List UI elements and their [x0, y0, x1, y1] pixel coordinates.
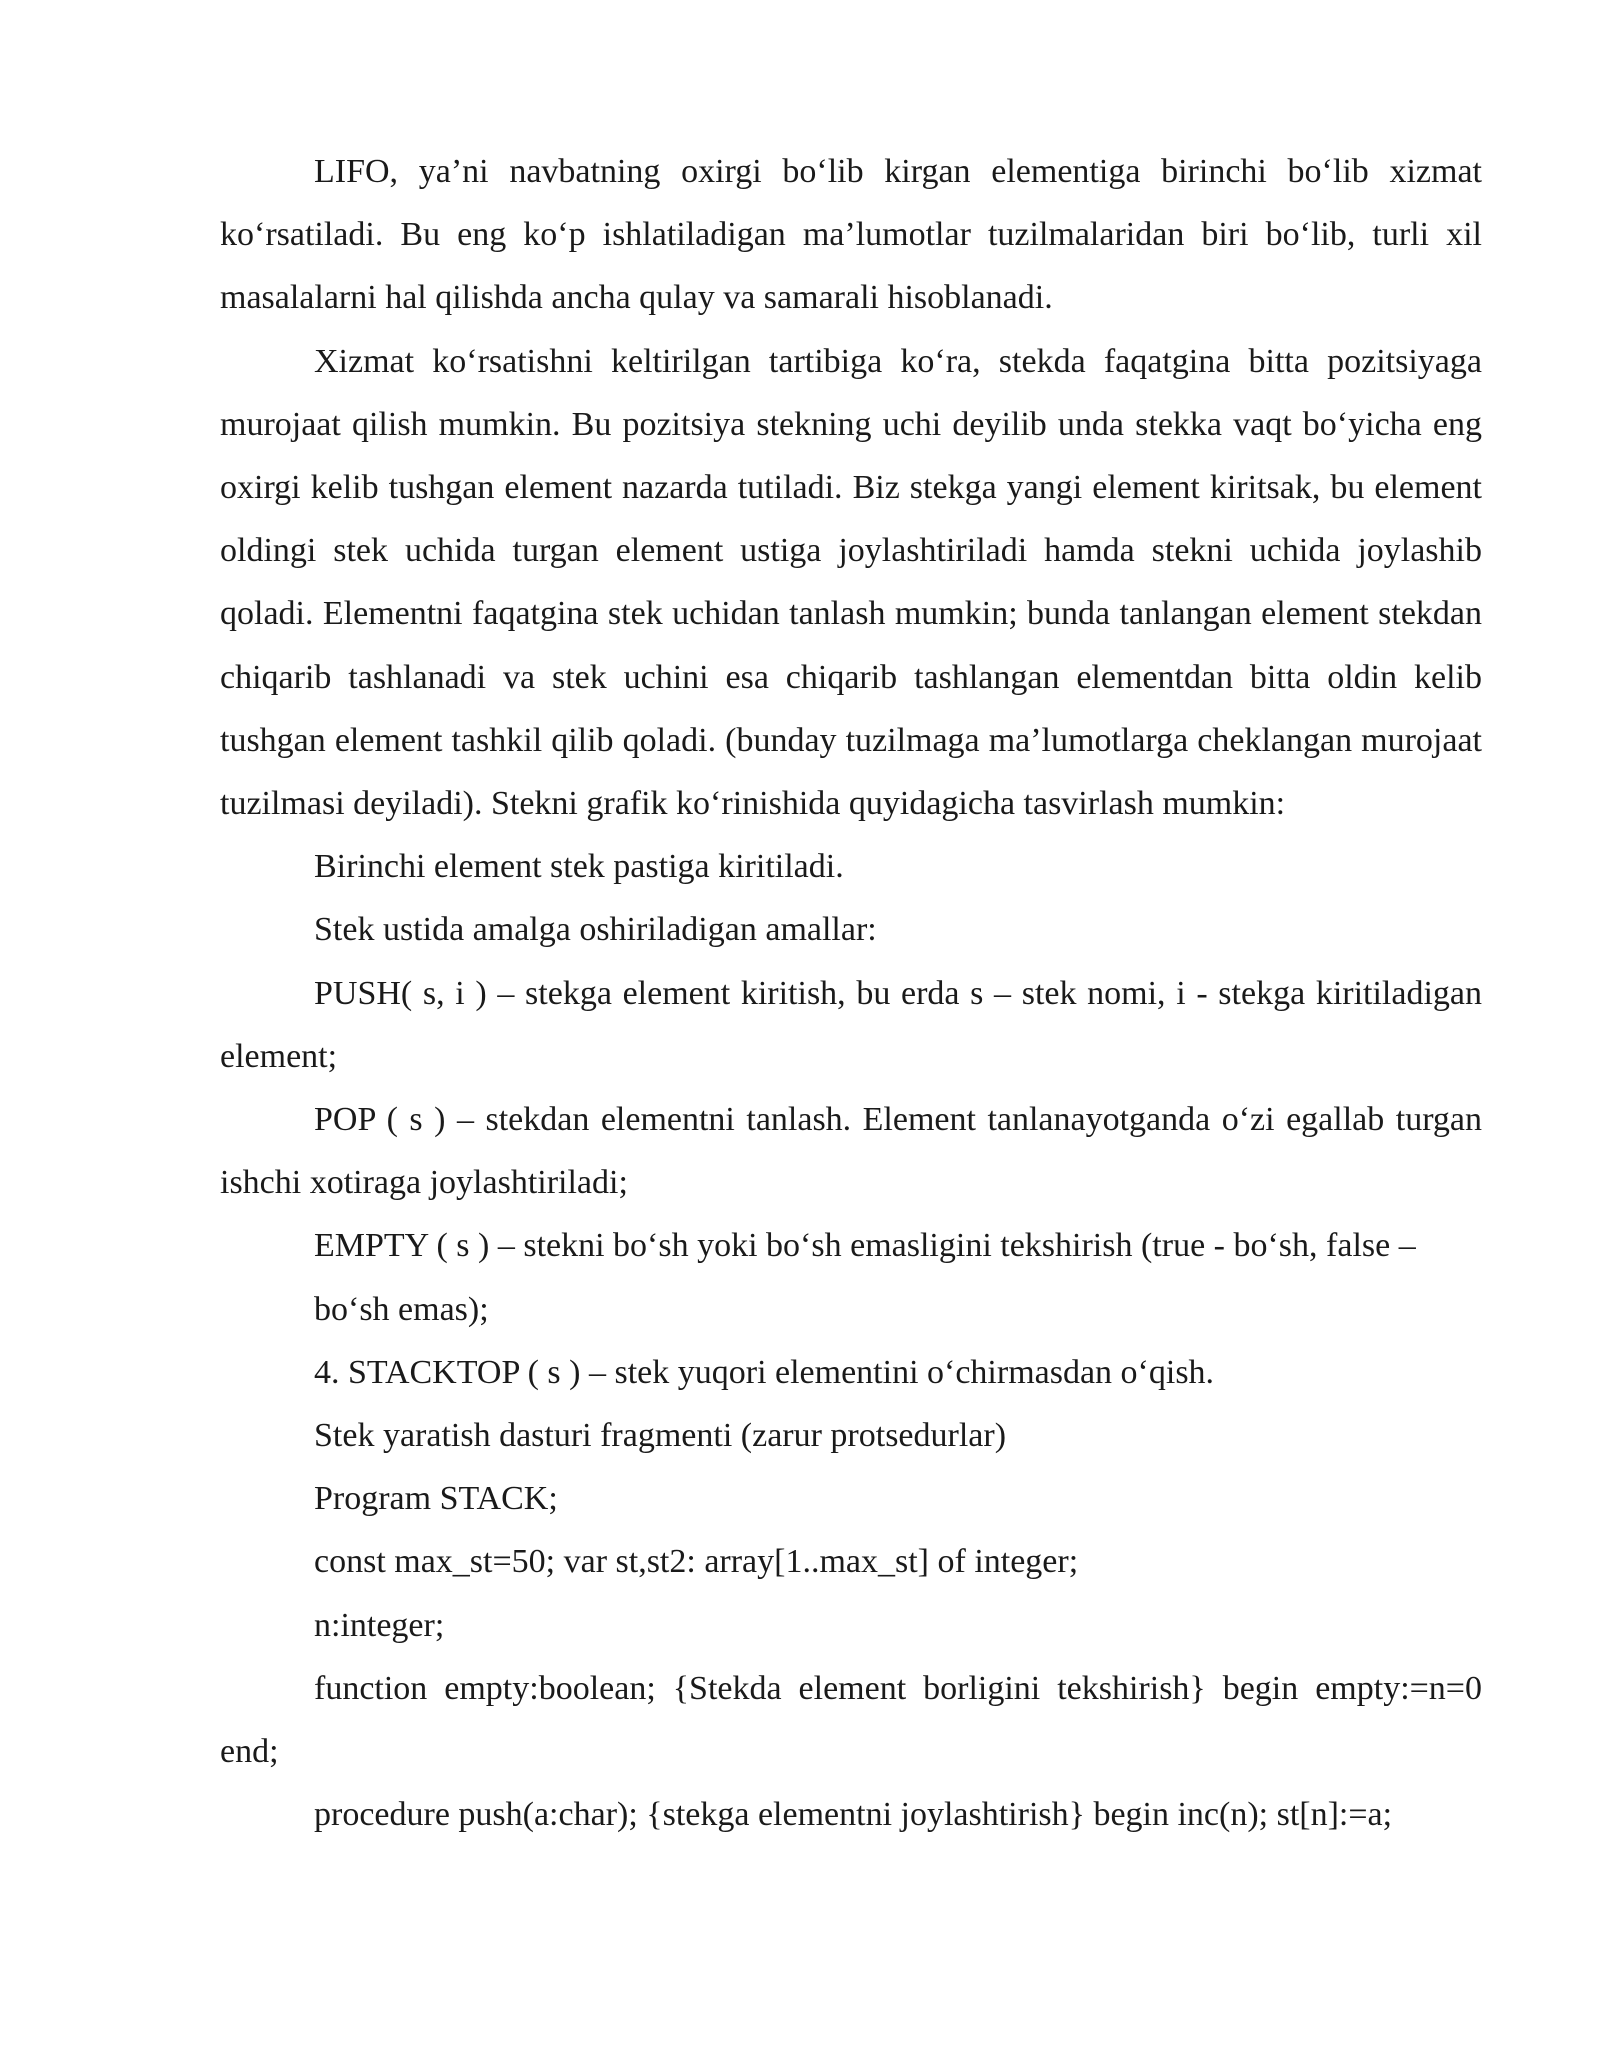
- document-page: [220, 140, 1482, 1846]
- code-line-const-var: const max_st=50; var st,st2: array[1..max_st] of integer;: [314, 1543, 1079, 1581]
- code-line-function-empty: function empty:boolean; {Stekda element borligini tekshirish} begin empty:=n=0 end;: [220, 1669, 1482, 1771]
- code-line-procedure-push: procedure push(a:char); {stekga elementni joylashtirish} begin inc(n); st[n]:=a;: [314, 1796, 1393, 1834]
- paragraph-program-fragment-title: Stek yaratish dasturi fragmenti (zarur protsedurlar): [314, 1417, 1007, 1455]
- paragraph-operations-heading: Stek ustida amalga oshiriladigan amallar:: [314, 911, 877, 949]
- code-line-program: Program STACK;: [314, 1480, 558, 1518]
- paragraph-lifo-intro: LIFO, ya’ni navbatning oxirgi bo‘lib kirgan elementiga birinchi bo‘lib xizmat ko‘rsatiladi. Bu eng ko‘p ishlatiladigan ma’lumotlar tuzilmalaridan biri bo‘lib, turli xil masalalarni hal qilishda ancha qulay va samarali hisoblanadi.: [220, 153, 1482, 317]
- paragraph-push: PUSH( s, i ) – stekga element kiritish, bu erda s – stek nomi, i - stekga kiritiladigan element;: [220, 974, 1482, 1075]
- paragraph-empty: EMPTY ( s ) – stekni bo‘sh yoki bo‘sh emasligini tekshirish (true - bo‘sh, false – bo‘sh emas);: [314, 1227, 1416, 1328]
- code-line-n-integer: n:integer;: [314, 1606, 445, 1644]
- paragraph-stack-access: Xizmat ko‘rsatishni keltirilgan tartibiga ko‘ra, stekda faqatgina bitta pozitsiyaga murojaat qilish mumkin. Bu pozitsiya stekning uchi deyilib unda stekka vaqt bo‘yicha eng oxirgi kelib tushgan element nazarda tutiladi. Biz stekga yangi element kiritsak, bu element oldingi stek uchida turgan element ustiga joylashtiriladi hamda stekni uchida joylashib qoladi. Elementni faqatgina stek uchidan tanlash mumkin; bunda tanlangan element stekdan chiqarib tashlanadi va stek uchini esa chiqarib tashlangan elementdan bitta oldin kelib tushgan element tashkil qilib qoladi. (bunday tuzilmaga ma’lumotlarga cheklangan murojaat tuzilmasi deyiladi). Stekni grafik ko‘rinishida quyidagicha tasvirlash mumkin:: [220, 342, 1482, 823]
- paragraph-stacktop: 4. STACKTOP ( s ) – stek yuqori elementini o‘chirmasdan o‘qish.: [314, 1353, 1215, 1391]
- paragraph-first-element: Birinchi element stek pastiga kiritiladi.: [314, 848, 844, 886]
- paragraph-pop: POP ( s ) – stekdan elementni tanlash. Element tanlanayotganda o‘zi egallab turgan ishchi xotiraga joylashtiriladi;: [220, 1101, 1482, 1202]
